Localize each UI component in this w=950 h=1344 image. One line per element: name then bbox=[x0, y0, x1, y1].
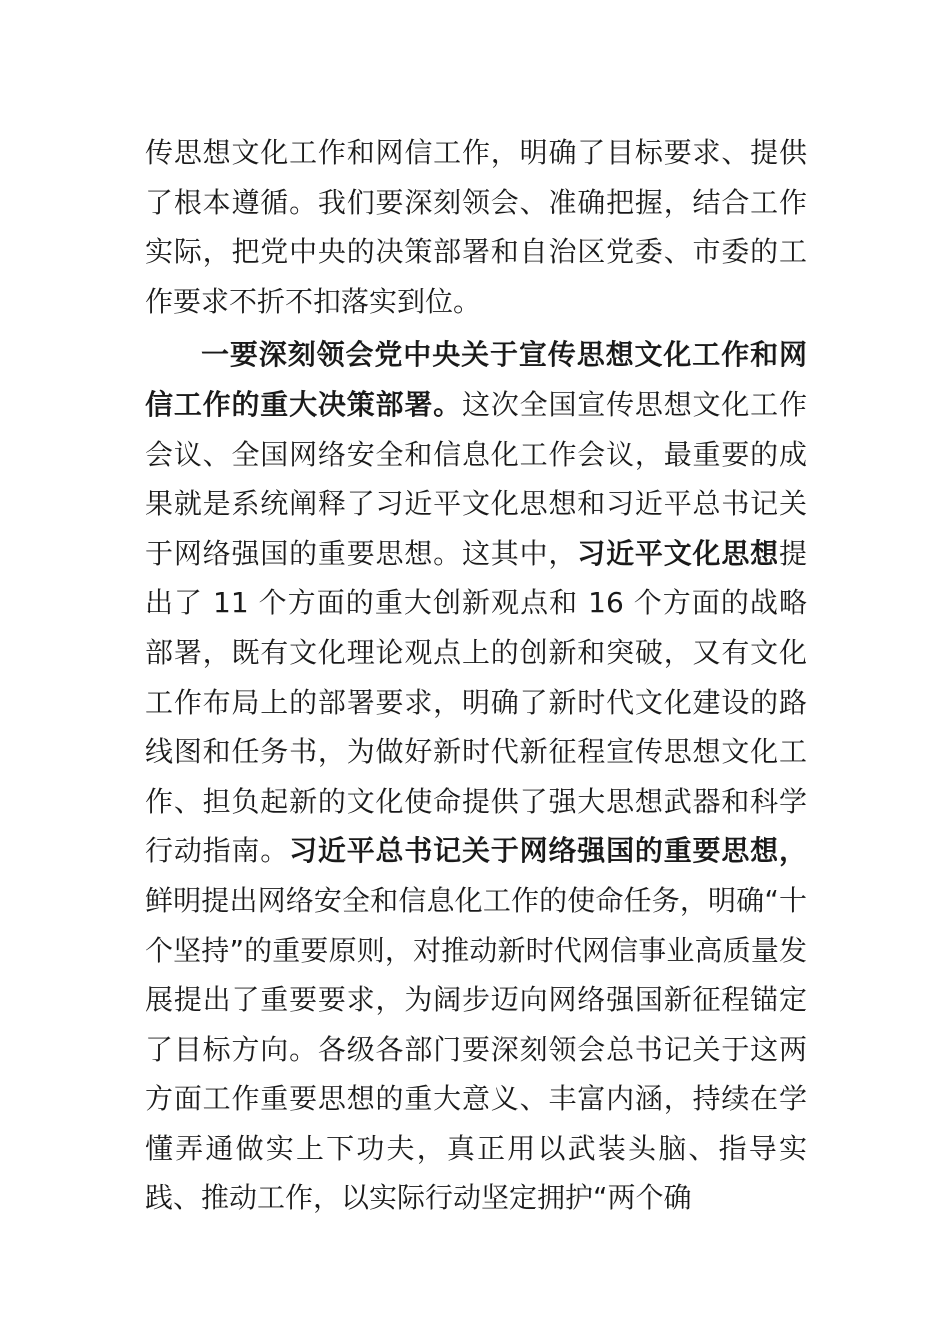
paragraph-text: 鲜明提出网络安全和信息化工作的使命任务，明确“十个坚持”的重要原则，对推动新时代网信事业高质量发展提出了重要要求，为阔步迈向网络强国新征程锚定了目标方向。各级各部门要深刻领会总书记关于这两方面工作重要思想的重大意义、丰富内涵，持续在学懂弄通做实上下功夫，真正用以武装头脑、指导实践、推动工作，以实际行动坚定拥护“两个确 bbox=[145, 883, 807, 1215]
paragraph-heading: 一要深刻领会党中央关于宣传思想文化工作和网信工作的重大决策部署。 bbox=[145, 338, 807, 421]
emphasis-network-thought: 习近平总书记关于网络强国的重要思想， bbox=[289, 834, 807, 868]
emphasis-culture-thought: 习近平文化思想 bbox=[577, 536, 779, 570]
paragraph-continued bbox=[145, 128, 807, 326]
body-text bbox=[145, 128, 807, 1223]
paragraph-decision bbox=[145, 330, 807, 1223]
paragraph-text: 这次全国宣传思想文化工作会议、全国网络安全和信息化工作会议，最重要的成果就是系统阐释了习近平文化思想和习近平总书记关于网络强国的重要思想。这其中， bbox=[145, 387, 807, 570]
paragraph-text: 传思想文化工作和网信工作，明确了目标要求、提供了根本遵循。我们要深刻领会、准确把握，结合工作实际，把党中央的决策部署和自治区党委、市委的工作要求不折不扣落实到位。 bbox=[145, 136, 807, 318]
paragraph-text: 提出了 11 个方面的重大创新观点和 16 个方面的战略部署，既有文化理论观点上的创新和突破，又有文化工作布局上的部署要求，明确了新时代文化建设的路线图和任务书，为做好新时代新征程宣传思想文化工作、担负起新的文化使命提供了强大思想武器和科学行动指南。 bbox=[145, 536, 807, 868]
